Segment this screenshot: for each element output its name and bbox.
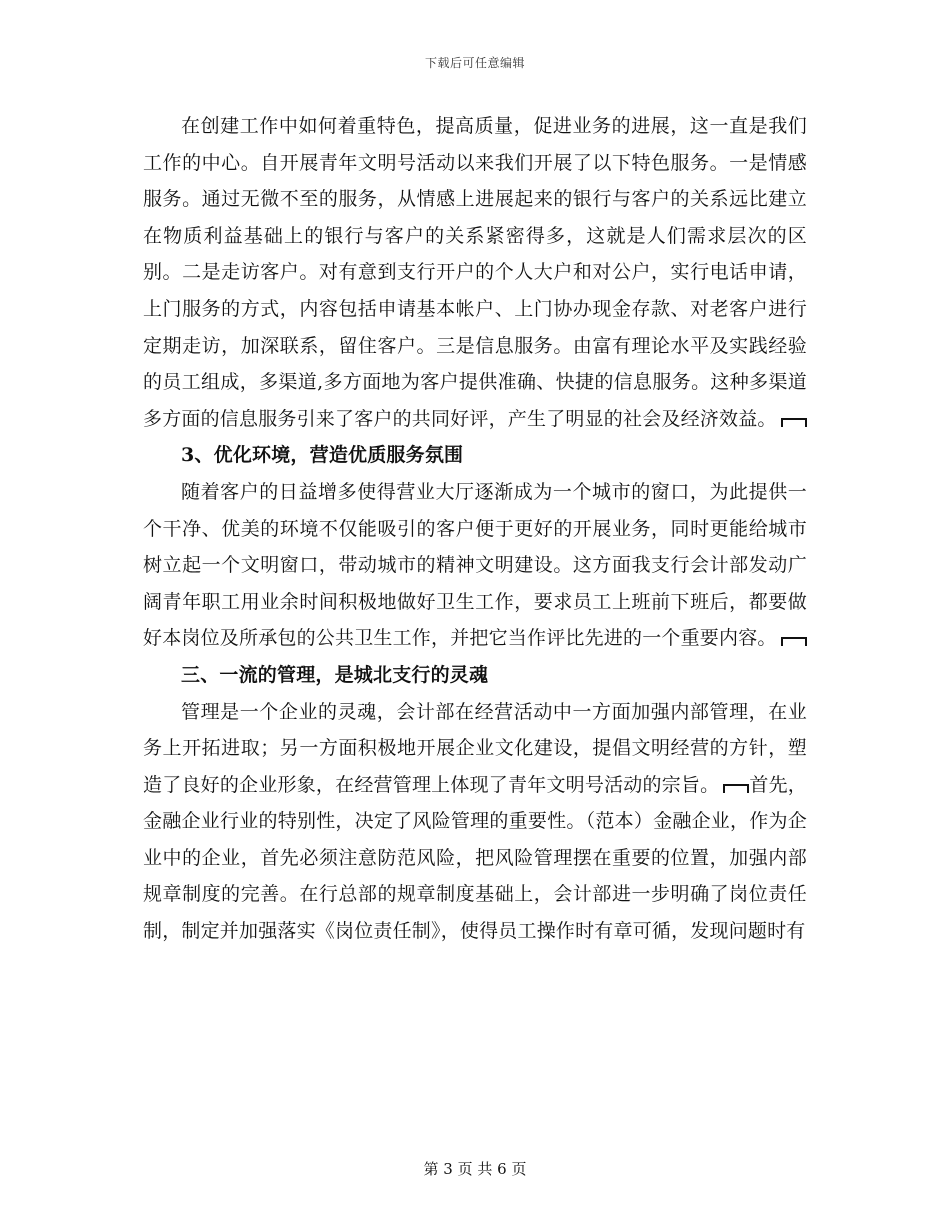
paragraph-special-services: [143, 108, 807, 437]
page-header: 下载后可任意编辑: [424, 56, 525, 70]
paragraph-end-mark-icon: [781, 418, 807, 427]
page-footer: 第 3 页 共 6 页: [423, 1160, 527, 1178]
paragraph-text: 管理是一个企业的灵魂，会计部在经营活动中一方面加强内部管理，在业务上开拓进取；另一方面积极地开展企业文化建设，提倡文明经营的方针，塑造了良好的企业形象，在经营管理上体现了青年文明号活动的宗旨。: [143, 700, 807, 796]
paragraph-environment: [143, 474, 807, 657]
section-heading-environment: 3、优化环境，营造优质服务氛围: [181, 444, 464, 467]
paragraph-text: 在创建工作中如何着重特色，提高质量，促进业务的进展，这一直是我们工作的中心。自开展青年文明号活动以来我们开展了以下特色服务。一是情感服务。通过无微不至的服务，从情感上进展起来的银行与客户的关系远比建立在物质利益基础上的银行与客户的关系紧密得多，这就是人们需求层次的区别。二是走访客户。对有意到支行开户的个人大户和对公户，实行电话申请，上门服务的方式，内容包括申请基本帐户、上门协办现金存款、对老客户进行定期走访，加深联系，留住客户。三是信息服务。由富有理论水平及实践经验的员工组成，多渠道,多方面地为客户提供准确、快捷的信息服务。这种多渠道多方面的信息服务引来了客户的共同好评，产生了明显的社会及经济效益。: [143, 115, 807, 430]
paragraph-text-continued: 首先，金融企业行业的特别性，决定了风险管理的重要性。（范本）金融企业，作为企业中的企业，首先必须注意防范风险，把风险管理摆在重要的位置，加强内部规章制度的完善。在行总部的规章制度基础上，会计部进一步明确了岗位责任制，制定并加强落实《岗位责任制》，使得员工操作时有章可循，发现问题时有: [143, 773, 807, 943]
paragraph-text: 随着客户的日益增多使得营业大厅逐渐成为一个城市的窗口，为此提供一个干净、优美的环境不仅能吸引的客户便于更好的开展业务，同时更能给城市树立起一个文明窗口，带动城市的精神文明建设。这方面我支行会计部发动广阔青年职工用业余时间积极地做好卫生工作，要求员工上班前下班后，都要做好本岗位及所承包的公共卫生工作，并把它当作评比先进的一个重要内容。: [143, 480, 807, 650]
paragraph-end-mark-icon: [723, 784, 749, 793]
section-heading-management: 三、一流的管理，是城北支行的灵魂: [181, 663, 489, 686]
paragraph-management: [143, 694, 807, 950]
document-body: [143, 108, 807, 950]
paragraph-end-mark-icon: [781, 637, 807, 646]
